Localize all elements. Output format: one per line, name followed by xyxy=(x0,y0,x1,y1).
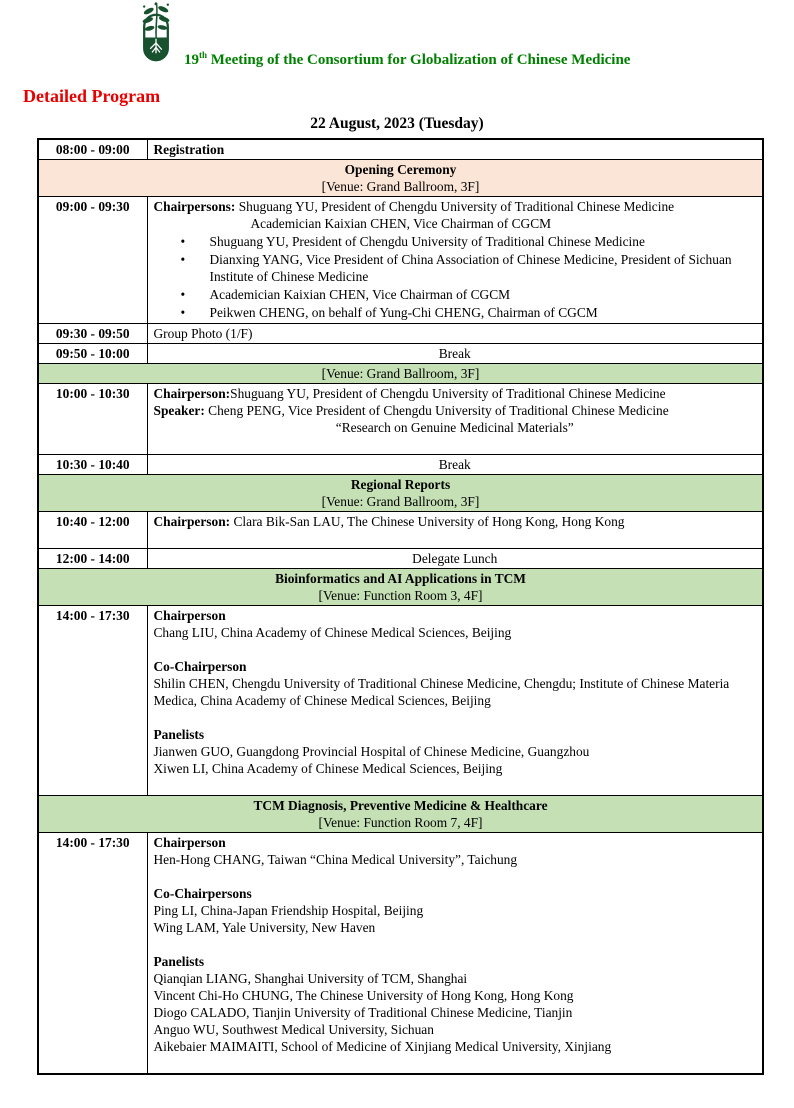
bullet-marker-icon: • xyxy=(180,305,186,321)
detailed-program-heading: Detailed Program xyxy=(23,86,161,106)
program-line: • Shuguang YU, President of Chengdu University of Traditional Chinese Medicine xyxy=(180,234,645,250)
program-line: Chairpersons: Shuguang YU, President of Chengdu University of Traditional Chinese Medicine xyxy=(153,199,675,215)
time-cell: 14:00 - 17:30 xyxy=(38,606,147,796)
content-cell xyxy=(147,139,763,160)
session-row xyxy=(38,139,763,160)
program-line: Break xyxy=(438,346,471,362)
cgcm-logo-icon xyxy=(136,0,176,70)
program-line xyxy=(154,436,757,453)
program-table xyxy=(37,138,764,1075)
time-cell: 08:00 - 09:00 xyxy=(38,139,147,160)
banner-venue: [Venue: Grand Ballroom, 3F] xyxy=(321,494,480,510)
program-line: Chairperson:Shuguang YU, President of Chengdu University of Traditional Chinese Medicine xyxy=(153,386,666,402)
program-line: Academician Kaixian CHEN, Vice Chairman of CGCM xyxy=(250,216,552,232)
program-line: Co-Chairperson xyxy=(153,659,247,675)
banner-row xyxy=(38,475,763,512)
date-heading: 22 August, 2023 (Tuesday) xyxy=(310,114,484,132)
program-line: Chairperson: Clara Bik-San LAU, The Chinese University of Hong Kong, Hong Kong xyxy=(153,514,625,530)
program-line: Chairperson xyxy=(153,608,226,624)
banner-cell xyxy=(38,160,763,197)
session-row xyxy=(38,344,763,364)
session-row xyxy=(38,197,763,324)
session-row xyxy=(38,512,763,549)
role-label: Speaker: xyxy=(153,403,205,419)
program-line: Co-Chairpersons xyxy=(153,886,252,902)
program-line: Panelists xyxy=(153,727,205,743)
program-line: Chairperson xyxy=(153,835,226,851)
program-line: Hen-Hong CHANG, Taiwan “China Medical University”, Taichung xyxy=(153,852,518,868)
time-cell: 12:00 - 14:00 xyxy=(38,549,147,569)
program-line: Xiwen LI, China Academy of Chinese Medical Sciences, Beijing xyxy=(153,761,503,777)
program-line: Chang LIU, China Academy of Chinese Medical Sciences, Beijing xyxy=(153,625,512,641)
time-cell: 09:30 - 09:50 xyxy=(38,324,147,344)
session-row xyxy=(38,549,763,569)
content-cell xyxy=(147,384,763,455)
program-line: Diogo CALADO, Tianjin University of Traditional Chinese Medicine, Tianjin xyxy=(153,1005,573,1021)
program-line: Aikebaier MAIMAITI, School of Medicine of Xinjiang Medical University, Xinjiang xyxy=(153,1039,612,1055)
banner-venue: [Venue: Function Room 3, 4F] xyxy=(318,588,483,604)
session-row xyxy=(38,324,763,344)
session-row xyxy=(38,384,763,455)
content-cell xyxy=(147,549,763,569)
bullet-marker-icon: • xyxy=(180,252,186,268)
program-line xyxy=(154,641,757,658)
banner-venue: [Venue: Function Room 7, 4F] xyxy=(318,815,483,831)
program-line: Group Photo (1/F) xyxy=(153,326,253,342)
program-line xyxy=(154,709,757,726)
content-cell xyxy=(147,455,763,475)
banner-row xyxy=(38,364,763,384)
content-cell xyxy=(147,324,763,344)
banner-title: Bioinformatics and AI Applications in TCM xyxy=(275,571,526,587)
ordinal-superscript: th xyxy=(199,49,208,60)
content-cell xyxy=(147,344,763,364)
content-cell xyxy=(147,606,763,796)
program-line: • Peikwen CHENG, on behalf of Yung-Chi CHENG, Chairman of CGCM xyxy=(180,305,598,321)
program-line: Break xyxy=(438,457,471,473)
program-line: Anguo WU, Southwest Medical University, Sichuan xyxy=(153,1022,434,1038)
program-line: • Dianxing YANG, Vice President of China Association of Chinese Medicine, President of Sichuan Institute of Chinese Medicine xyxy=(180,252,732,285)
role-label: Chairperson: xyxy=(153,386,231,402)
program-line: Registration xyxy=(153,142,225,158)
session-row xyxy=(38,833,763,1075)
program-line: Jianwen GUO, Guangdong Provincial Hospital of Chinese Medicine, Guangzhou xyxy=(153,744,590,760)
bullet-marker-icon: • xyxy=(180,287,186,303)
session-row xyxy=(38,455,763,475)
program-line: Shilin CHEN, Chengdu University of Traditional Chinese Medicine, Chengdu; Institute of Chinese Materia Medica, China Academy of Chinese Medical Sciences, Beijing xyxy=(153,676,730,709)
banner-cell xyxy=(38,475,763,512)
header xyxy=(0,0,794,70)
banner-row xyxy=(38,160,763,197)
banner-venue: [Venue: Grand Ballroom, 3F] xyxy=(321,366,480,382)
banner-row xyxy=(38,796,763,833)
program-line: • Academician Kaixian CHEN, Vice Chairman of CGCM xyxy=(180,287,511,303)
banner-cell xyxy=(38,796,763,833)
time-cell: 09:00 - 09:30 xyxy=(38,197,147,324)
time-cell: 14:00 - 17:30 xyxy=(38,833,147,1075)
role-label: Chairperson: xyxy=(153,514,231,530)
time-cell: 10:40 - 12:00 xyxy=(38,512,147,549)
banner-title: TCM Diagnosis, Preventive Medicine & Healthcare xyxy=(253,798,548,814)
banner-cell xyxy=(38,364,763,384)
banner-title: Opening Ceremony xyxy=(344,162,457,178)
program-line: Delegate Lunch xyxy=(412,551,498,567)
program-line: “Research on Genuine Medicinal Materials” xyxy=(335,420,574,436)
program-line: Qianqian LIANG, Shanghai University of TCM, Shanghai xyxy=(153,971,468,987)
banner-venue: [Venue: Grand Ballroom, 3F] xyxy=(321,179,480,195)
program-line: Wing LAM, Yale University, New Haven xyxy=(153,920,376,936)
program-line: Speaker: Cheng PENG, Vice President of Chengdu University of Traditional Chinese Medicine xyxy=(153,403,669,419)
content-cell xyxy=(147,512,763,549)
banner-cell xyxy=(38,569,763,606)
program-line xyxy=(154,530,757,547)
content-cell xyxy=(147,833,763,1075)
program-line xyxy=(154,936,757,953)
program-line: Vincent Chi-Ho CHUNG, The Chinese University of Hong Kong, Hong Kong xyxy=(153,988,574,1004)
banner-row xyxy=(38,569,763,606)
banner-title: Regional Reports xyxy=(350,477,451,493)
program-line xyxy=(154,868,757,885)
session-row xyxy=(38,606,763,796)
program-line: Panelists xyxy=(153,954,205,970)
time-cell: 10:30 - 10:40 xyxy=(38,455,147,475)
program-line: Ping LI, China-Japan Friendship Hospital, Beijing xyxy=(153,903,424,919)
program-line xyxy=(154,777,757,794)
program-line xyxy=(154,1055,757,1072)
conference-title: 19th Meeting of the Consortium for Globalization of Chinese Medicine xyxy=(184,49,631,68)
time-cell: 09:50 - 10:00 xyxy=(38,344,147,364)
content-cell xyxy=(147,197,763,324)
program-table-body xyxy=(38,139,763,1074)
role-label: Chairpersons: xyxy=(153,199,236,215)
time-cell: 10:00 - 10:30 xyxy=(38,384,147,455)
bullet-marker-icon: • xyxy=(180,234,186,250)
